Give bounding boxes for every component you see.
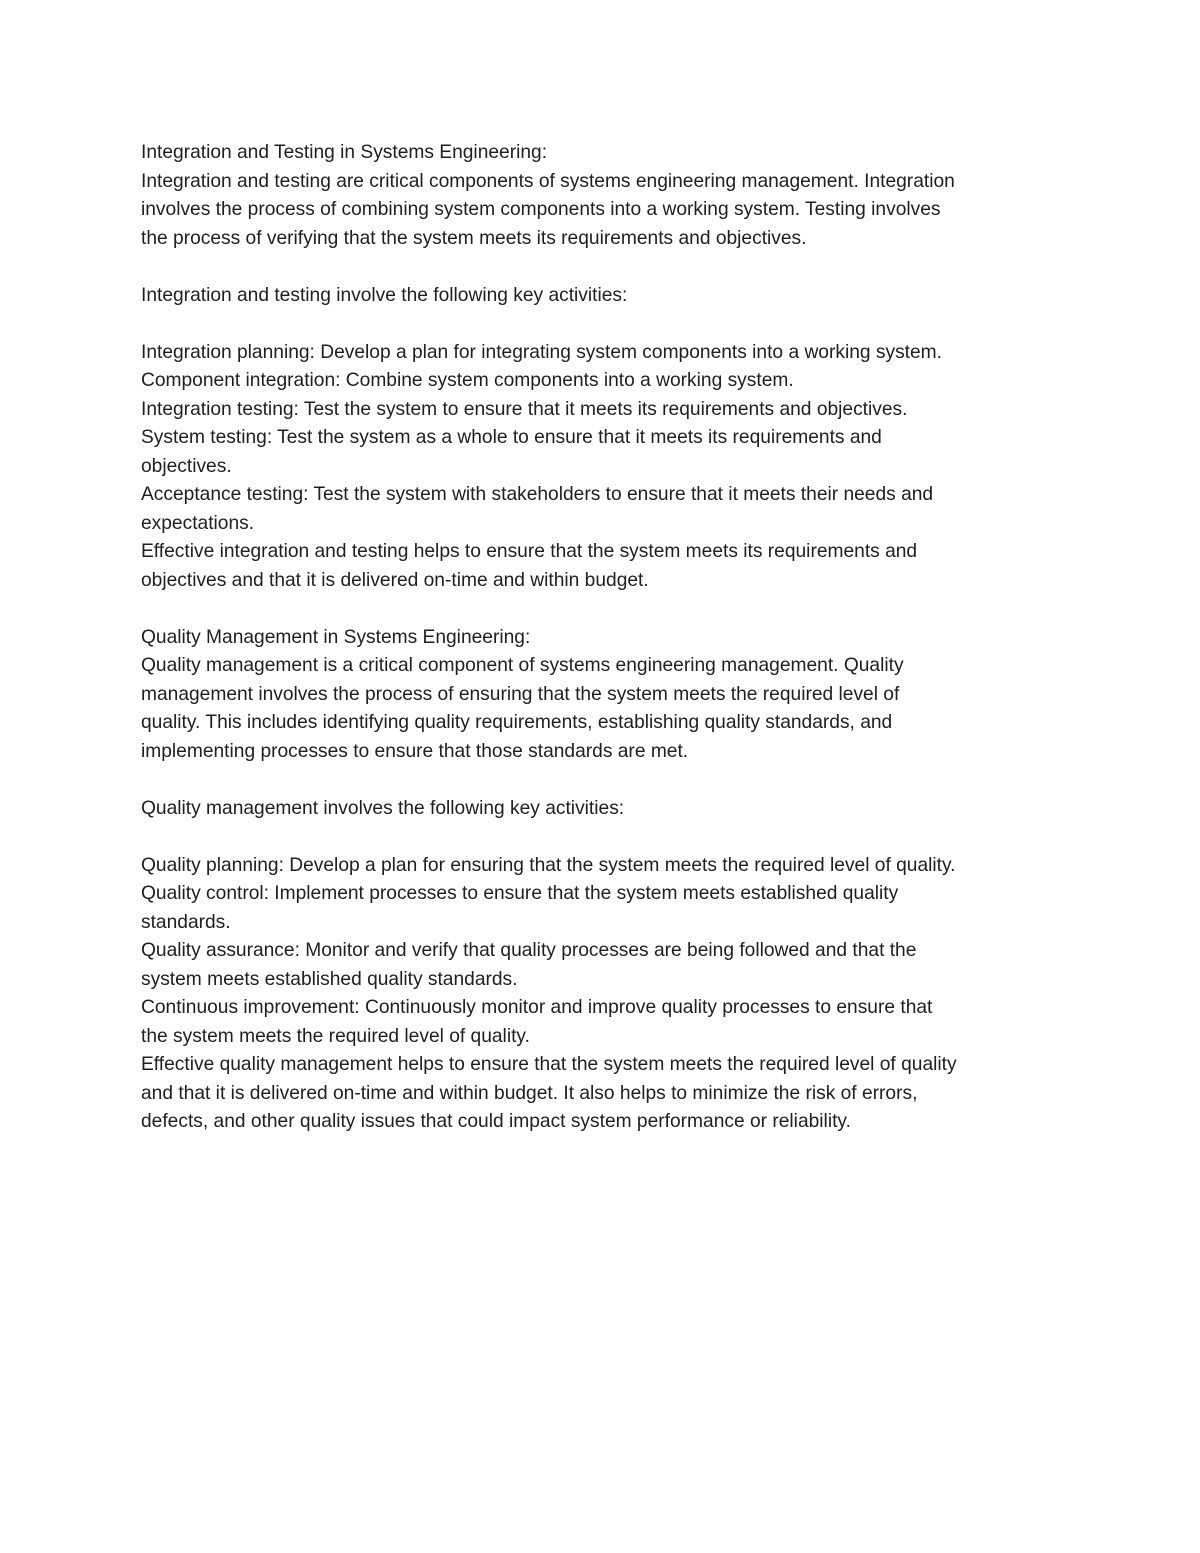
section-2-intro-line: management involves the process of ensuring that the system meets the required level of [141, 683, 900, 705]
acceptance-testing-item-continued: expectations. [141, 512, 255, 534]
section-1-title: Integration and Testing in Systems Engineering: [141, 142, 548, 163]
paragraph-spacer [141, 766, 1066, 795]
paragraph-spacer [141, 310, 1066, 339]
section-2-summary-continued: defects, and other quality issues that could impact system performance or reliability. [141, 1111, 851, 1132]
paragraph-spacer [141, 253, 1066, 282]
section-1-intro-line: Integration and testing are critical components of systems engineering management. Integration [141, 170, 955, 192]
section-2-summary: Effective quality management helps to ensure that the system meets the required level of quality [141, 1054, 957, 1075]
section-1-activities-heading: Integration and testing involve the following key activities: [141, 284, 628, 306]
system-testing-item: System testing: Test the system as a whole to ensure that it meets its requirements and [141, 427, 882, 448]
section-1-intro-line: the process of verifying that the system meets its requirements and objectives. [141, 227, 807, 249]
document-page [141, 139, 1066, 1137]
quality-assurance-item: Quality assurance: Monitor and verify that quality processes are being followed and that the [141, 940, 917, 961]
section-1-summary: Effective integration and testing helps to ensure that the system meets its requirements and [141, 541, 918, 562]
section-2-intro-line: quality. This includes identifying quality requirements, establishing quality standards, and [141, 712, 893, 733]
section-1-intro-line: involves the process of combining system components into a working system. Testing involves [141, 199, 941, 220]
section-2-intro-line: Quality management is a critical component of systems engineering management. Quality [141, 655, 904, 676]
continuous-improvement-item-continued: the system meets the required level of quality. [141, 1025, 530, 1047]
quality-planning-item: Quality planning: Develop a plan for ensuring that the system meets the required level of quality. [141, 854, 956, 876]
paragraph-spacer [141, 823, 1066, 852]
section-2-activities-heading: Quality management involves the following key activities: [141, 797, 625, 819]
component-integration-item: Component integration: Combine system components into a working system. [141, 370, 794, 391]
quality-control-item-continued: standards. [141, 911, 231, 933]
section-2-summary-continued: and that it is delivered on-time and within budget. It also helps to minimize the risk of errors, [141, 1082, 918, 1104]
quality-assurance-item-continued: system meets established quality standards. [141, 968, 518, 990]
section-2-title: Quality Management in Systems Engineering: [141, 626, 531, 648]
section-2-intro-line: implementing processes to ensure that those standards are met. [141, 740, 689, 762]
quality-control-item: Quality control: Implement processes to ensure that the system meets established quality [141, 883, 899, 904]
integration-testing-item: Integration testing: Test the system to ensure that it meets its requirements and objectives. [141, 398, 908, 420]
integration-planning-item: Integration planning: Develop a plan for integrating system components into a working system. [141, 341, 942, 363]
section-1-summary-continued: objectives and that it is delivered on-time and within budget. [141, 569, 649, 591]
paragraph-spacer [141, 595, 1066, 624]
continuous-improvement-item: Continuous improvement: Continuously monitor and improve quality processes to ensure that [141, 997, 933, 1018]
system-testing-item-continued: objectives. [141, 455, 232, 477]
acceptance-testing-item: Acceptance testing: Test the system with stakeholders to ensure that it meets their needs and [141, 484, 934, 505]
